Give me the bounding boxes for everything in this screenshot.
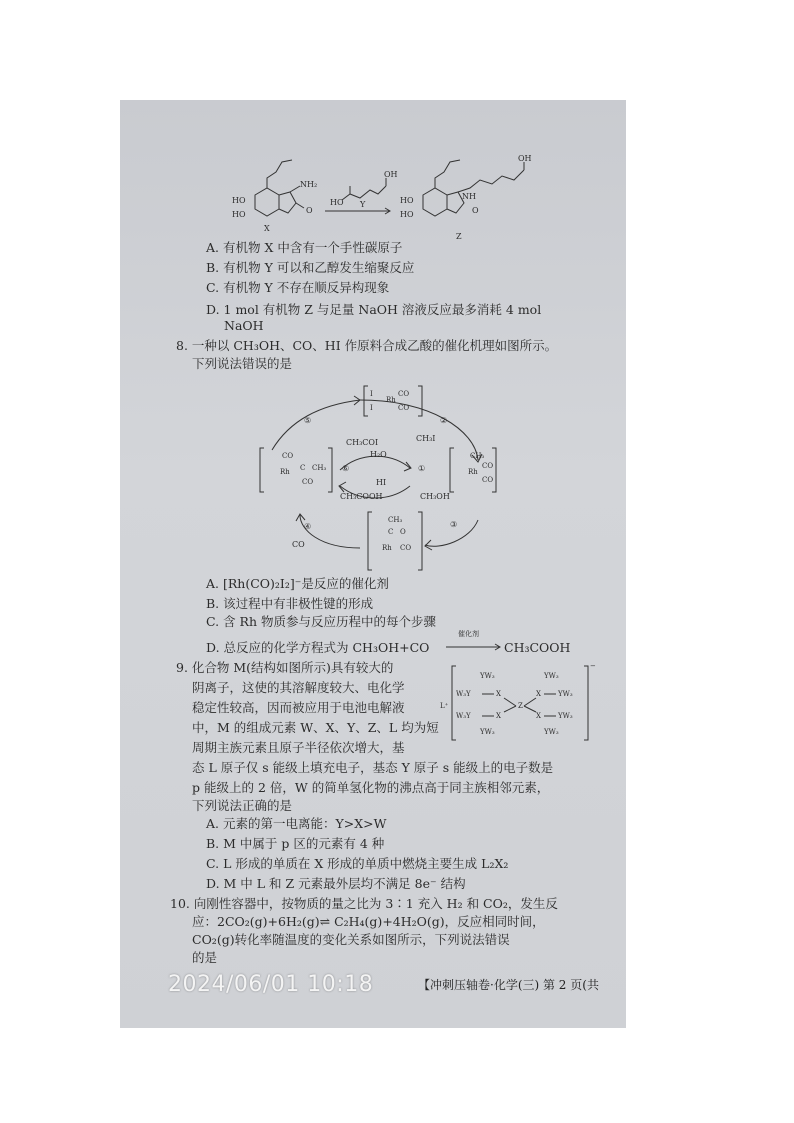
label-x: X: [264, 224, 270, 233]
q9-x-1: X: [496, 690, 501, 698]
species-ch3oh: CH₃OH: [420, 492, 450, 501]
cat-i-1: I: [370, 390, 373, 398]
right-rh: Rh: [468, 468, 478, 476]
q9-w3y-1: W₃Y: [456, 690, 471, 698]
z-ho-2: HO: [400, 210, 414, 219]
z-ho-1: HO: [400, 196, 414, 205]
cat-rh: Rh: [386, 396, 396, 404]
x-nh2: NH₂: [300, 180, 318, 189]
bottom-ch3: CH₃: [388, 516, 403, 524]
q9-line-5: 周期主族元素且原子半径依次增大，基: [192, 740, 405, 755]
q9-yw3-r1: YW₃: [558, 690, 573, 698]
q9-yw3-tl: YW₃: [480, 672, 495, 680]
page-footer: 【冲刺压轴卷·化学(三) 第 2 页(共: [418, 978, 599, 992]
q8-option-c: C. 含 Rh 物质参与反应历程中的每个步骤: [206, 614, 436, 629]
photo-timestamp: 2024/06/01 10:18: [168, 972, 374, 997]
q8-option-a: A. [Rh(CO)₂I₂]⁻是反应的催化剂: [206, 576, 389, 591]
q9-x-4: X: [536, 712, 541, 720]
species-ch3cooh: CH₃COOH: [340, 492, 383, 501]
q9-option-a: A. 元素的第一电离能：Y>X>W: [206, 816, 387, 831]
left-co-bottom: CO: [302, 478, 314, 486]
step-2: ②: [440, 416, 448, 425]
left-ch3: CH₃: [312, 464, 327, 472]
bottom-o: O: [400, 528, 406, 536]
q9-option-b: B. M 中属于 p 区的元素有 4 种: [206, 836, 385, 851]
species-co: CO: [292, 540, 305, 549]
q9-line-4: 中，M 的组成元素 W、X、Y、Z、L 均为短: [192, 720, 439, 735]
q9-option-d: D. M 中 L 和 Z 元素最外层均不满足 8e⁻ 结构: [206, 876, 466, 891]
q7-option-a: A. 有机物 X 中含有一个手性碳原子: [206, 240, 403, 255]
species-hi: HI: [376, 478, 387, 487]
right-ch3: CH₃: [470, 452, 485, 460]
q9-yw3-r2: YW₃: [558, 712, 573, 720]
right-co-1: CO: [482, 462, 494, 470]
q7-option-c: C. 有机物 Y 不存在顺反异构现象: [206, 280, 390, 295]
q9-line-2: 阴离子，这使的其溶解度较大、电化学: [192, 680, 405, 695]
q9-w3y-2: W₃Y: [456, 712, 471, 720]
q7-option-d: D. 1 mol 有机物 Z 与足量 NaOH 溶液反应最多消耗 4 mol: [206, 302, 542, 317]
q9-l: L⁺: [440, 702, 449, 710]
q8-option-d-product: CH₃COOH: [504, 640, 571, 655]
q8-option-d: D. 总反应的化学方程式为 CH₃OH+CO: [206, 640, 430, 655]
q8-option-b: B. 该过程中有非极性键的形成: [206, 596, 374, 611]
label-z: Z: [456, 232, 462, 241]
z-o: O: [472, 206, 479, 215]
species-ch3coi: CH₃COI: [346, 438, 379, 447]
left-co-top: CO: [282, 452, 294, 460]
q9-option-c: C. L 形成的单质在 X 形成的单质中燃烧主要生成 L₂X₂: [206, 856, 509, 871]
z-oh: OH: [518, 154, 532, 163]
step-5: ⑤: [304, 416, 312, 425]
q9-yw3-br: YW₃: [544, 728, 559, 736]
x-ho-2: HO: [232, 210, 246, 219]
q7-option-d-cont: NaOH: [224, 318, 264, 333]
species-ch3i: CH₃I: [416, 434, 436, 443]
y-ho: HO: [330, 198, 344, 207]
q8-stem-2: 下列说法错误的是: [192, 356, 293, 371]
q9-x-3: X: [536, 690, 541, 698]
q9-z: Z: [518, 702, 523, 710]
z-nh: NH: [462, 192, 476, 201]
left-rh: Rh: [280, 468, 290, 476]
y-oh: OH: [384, 170, 398, 179]
q7-option-b: B. 有机物 Y 可以和乙醇发生缩聚反应: [206, 260, 415, 275]
x-o: O: [306, 206, 313, 215]
step-1: ①: [418, 464, 426, 473]
cat-co-1: CO: [398, 390, 410, 398]
q9-line-6: 态 L 原子仅 s 能级上填充电子，基态 Y 原子 s 能级上的电子数是: [192, 760, 554, 775]
species-h2o: H₂O: [370, 450, 387, 459]
step-4: ④: [304, 522, 312, 531]
cat-co-2: CO: [398, 404, 410, 412]
q9-line-7: p 能级上的 2 倍，W 的简单氢化物的沸点高于同主族相邻元素，: [192, 780, 550, 795]
step-3: ③: [450, 520, 458, 529]
q9-yw3-bl: YW₃: [480, 728, 495, 736]
q9-line-8: 下列说法正确的是: [192, 798, 293, 813]
exam-photo: [120, 100, 626, 1028]
q9-line-1: 9. 化合物 M(结构如图所示)具有较大的: [176, 660, 394, 675]
q10-line-4: 的是: [192, 950, 218, 965]
q10-line-3: CO₂(g)转化率随温度的变化关系如图所示，下列说法错误: [192, 932, 510, 947]
step-6: ⑥: [342, 464, 350, 473]
q8-stem-1: 8. 一种以 CH₃OH、CO、HI 作原料合成乙酸的催化机理如图所示。: [176, 338, 558, 353]
bottom-c: C: [388, 528, 394, 536]
bottom-rh: Rh: [382, 544, 392, 552]
q9-line-3: 稳定性较高，因而被应用于电池电解液: [192, 700, 405, 715]
q9-minus: −: [590, 662, 596, 670]
q10-line-1: 10. 向刚性容器中，按物质的量之比为 3∶1 充入 H₂ 和 CO₂，发生反: [170, 896, 558, 911]
left-c: C: [300, 464, 306, 472]
catalyst-label: 催化剂: [458, 630, 479, 638]
label-y: Y: [360, 200, 366, 209]
cat-i-2: I: [370, 404, 373, 412]
right-co-2: CO: [482, 476, 494, 484]
bottom-co: CO: [400, 544, 412, 552]
q10-line-2: 应：2CO₂(g)+6H₂(g)⇌ C₂H₄(g)+4H₂O(g)，反应相同时间，: [192, 914, 545, 929]
x-ho-1: HO: [232, 196, 246, 205]
q9-yw3-tr: YW₃: [544, 672, 559, 680]
q9-x-2: X: [496, 712, 501, 720]
